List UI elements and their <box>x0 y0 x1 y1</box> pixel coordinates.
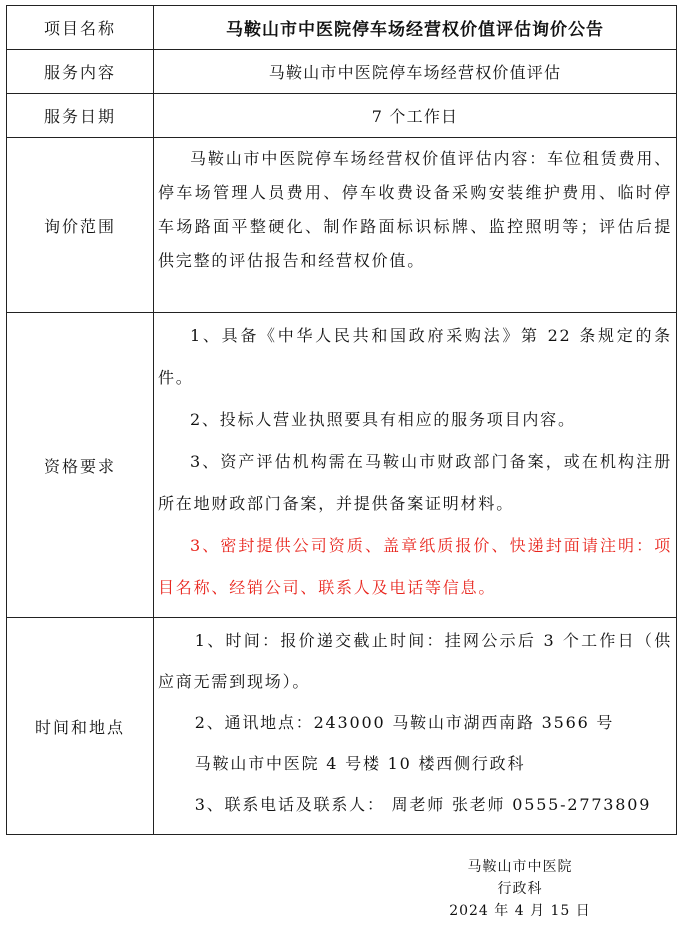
notice-table <box>6 5 677 835</box>
qualification-label: 资格要求 <box>7 313 154 618</box>
project-name-value <box>154 6 677 50</box>
inquiry-scope-value <box>154 138 677 313</box>
row-service-date <box>7 94 677 138</box>
qualification-item: 1、具备《中华人民共和国政府采购法》第 22 条规定的条件。 <box>158 326 672 387</box>
row-service-content <box>7 50 677 94</box>
service-date-value: 7 个工作日 <box>154 94 677 138</box>
service-content-value: 马鞍山市中医院停车场经营权价值评估 <box>154 50 677 94</box>
qualification-value <box>154 313 677 618</box>
signature-block <box>420 856 620 922</box>
announcement-title: 马鞍山市中医院停车场经营权价值评估询价公告 <box>226 20 604 40</box>
qualification-item-highlight: 3、密封提供公司资质、盖章纸质报价、快递封面请注明：项目名称、经销公司、联系人及电话等信息。 <box>158 536 672 597</box>
time-place-item: 1、时间：报价递交截止时间：挂网公示后 3 个工作日（供应商无需到现场）。 <box>158 631 672 691</box>
signature-date: 2024 年 4 月 15 日 <box>449 903 591 919</box>
project-name-label: 项目名称 <box>7 6 154 50</box>
time-place-item: 马鞍山市中医院 4 号楼 10 楼西侧行政科 <box>194 754 526 773</box>
row-time-place <box>7 618 677 835</box>
time-place-item: 2、通讯地点：243000 马鞍山市湖西南路 3566 号 <box>194 713 615 732</box>
service-content-label: 服务内容 <box>7 50 154 94</box>
qualification-item: 2、投标人营业执照要具有相应的服务项目内容。 <box>190 410 576 429</box>
inquiry-scope-text: 马鞍山市中医院停车场经营权价值评估内容：车位租赁费用、停车场管理人员费用、停车收费设备采购安装维护费用、临时停车场路面平整硬化、制作路面标识标牌、监控照明等；评估后提供完整的评估报告和经营权价值。 <box>158 149 672 270</box>
time-place-value <box>154 618 677 835</box>
inquiry-scope-label: 询价范围 <box>7 138 154 313</box>
qualification-item: 3、资产评估机构需在马鞍山市财政部门备案，或在机构注册所在地财政部门备案，并提供备案证明材料。 <box>158 452 672 513</box>
signature-org: 马鞍山市中医院 <box>467 859 573 875</box>
time-place-item: 3、联系电话及联系人： 周老师 张老师 0555-2773809 <box>194 795 652 814</box>
row-qualification <box>7 313 677 618</box>
row-project-name <box>7 6 677 50</box>
row-inquiry-scope <box>7 138 677 313</box>
service-date-label: 服务日期 <box>7 94 154 138</box>
signature-dept: 行政科 <box>497 881 543 897</box>
time-place-label: 时间和地点 <box>7 618 154 835</box>
